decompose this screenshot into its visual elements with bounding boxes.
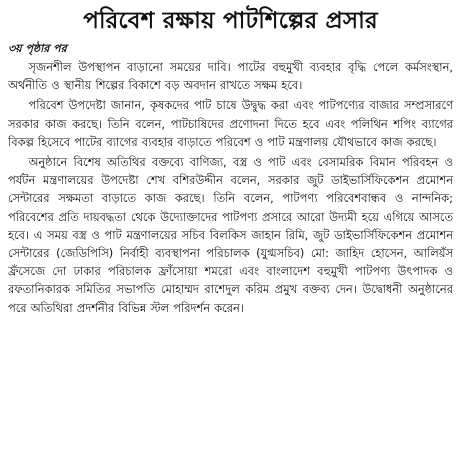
article-headline: পরিবেশ রক্ষায় পাটশিল্পের প্রসার xyxy=(83,8,378,34)
continued-from-label: ৩য় পৃষ্ঠার পর xyxy=(8,42,67,55)
article-paragraph-2: পরিবেশ উপদেষ্টা জানান, কৃষকদের পাট চাষে উদ্বুদ্ধ করা এবং পাটপণ্যের বাজার সম্প্রসারণে সরকার কাজ করছে। তিনি বলেন, পাটচাষিদের প্রণোদনা দিতে হবে এবং পলিথিন শপিং ব্যাগের বিকল্প হিসেবে পাটের ব্যাগের ব্যবহার বাড়াতে পরিবেশ ও পাট মন্ত্রণালয় যৌথভাবে কাজ করছে। xyxy=(8,98,453,149)
article-paragraph-3: অনুষ্ঠানে বিশেষ অতিথির বক্তব্যে বাণিজ্য, বস্ত্র ও পাট এবং বেসামরিক বিমান পরিবহন ও পর্যটন মন্ত্রণালয়ের উপদেষ্টা শেখ বশিরউদ্দীন বলেন, সরকার জুট ডাইভার্সিফিকেশন প্রমোশন সেন্টারের সক্ষমতা বাড়াতে কাজ করছে। তিনি বলেন, পাটপণ্য পরিবেশবান্ধব ও নান্দনিক; পরিবেশের প্রতি দায়বদ্ধতা থেকে উদ্যোক্তাদের পাটপণ্য প্রসারে আরো উদ্যমী হয়ে এগিয়ে আসতে হবে। এ সময় বস্ত্র ও পাট মন্ত্রণালয়ের সচিব বিলকিস জাহান রিমি, জুট ডাইভার্সিফিকেশন প্রমোশন সেন্টারের (জেডিপিসি) নির্বাহী ব্যবস্থাপনা পরিচালক (যুগ্মসচিব) মো: জাহিদ হোসেন, আলিয়ঁস ফ্রঁসেজে দো ঢাকার পরিচালক ফ্রাঁসোয়া শমরো এবং বাংলাদেশ বহুমুখী পাটপণ্য উৎপাদক ও রফতানিকারক সমিতির সভাপতি মোহাম্মদ রাশেদুল করিম প্রমুখ বক্তব্য দেন। উদ্বোধনী অনুষ্ঠানের পরে অতিথিরা প্রদর্শনীর বিভিন্ন স্টল পরিদর্শন করেন। xyxy=(8,155,453,315)
article-paragraph-1: সৃজনশীল উপস্থাপন বাড়ানো সময়ের দাবি। পাটের বহুমুখী ব্যবহার বৃদ্ধি পেলে কর্মসংস্থান, অর্থনীতি ও স্থানীয় শিল্পের বিকাশে বড় অবদান রাখতে সক্ষম হবে। xyxy=(8,60,453,93)
